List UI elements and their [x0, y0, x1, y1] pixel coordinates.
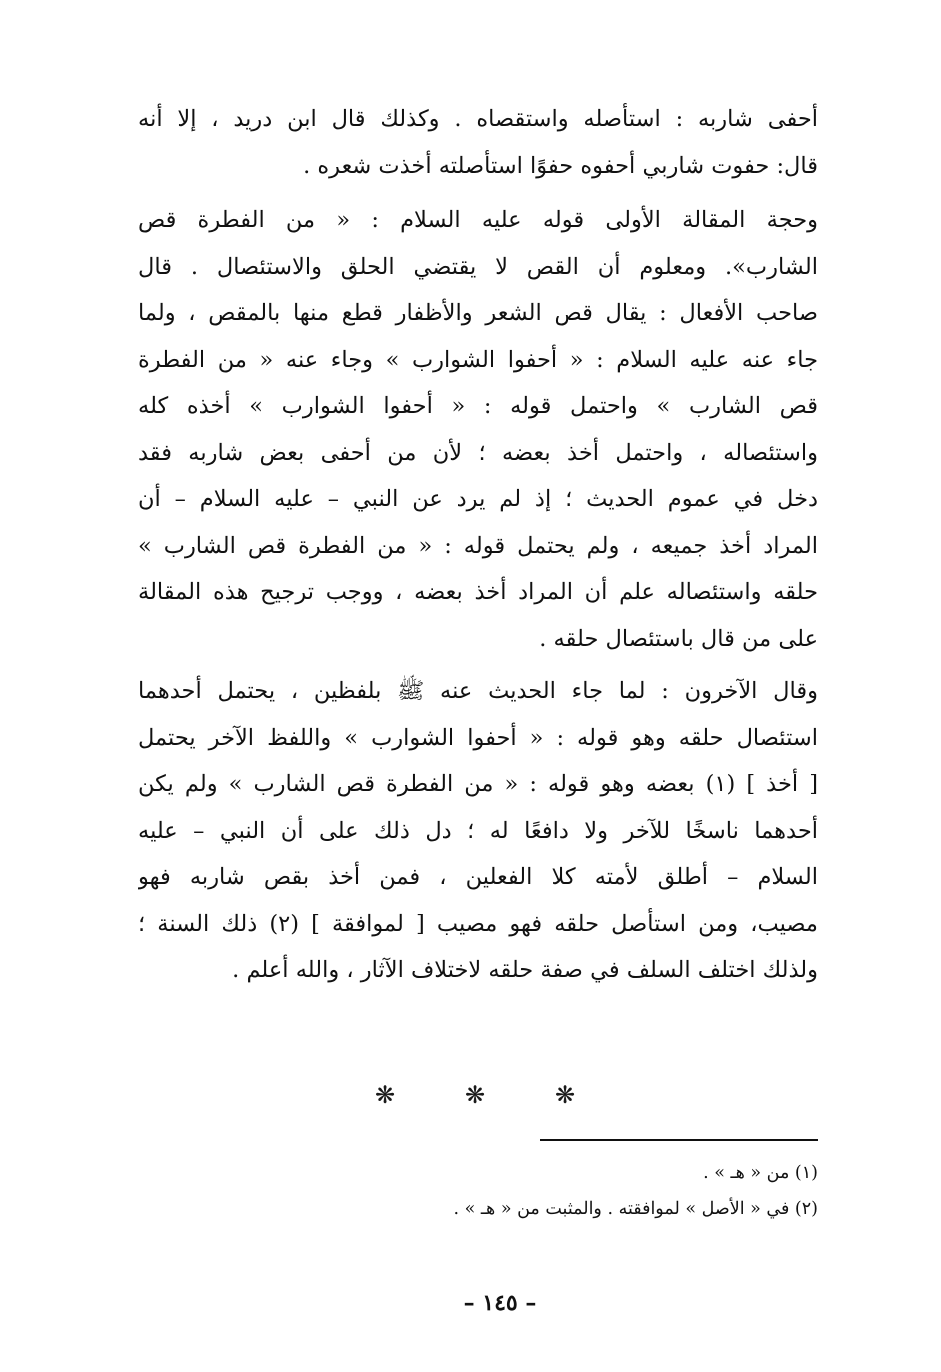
- text-line: المراد أخذ جميعه ، ولم يحتمل قوله : « من الفطرة قص الشارب »: [138, 532, 818, 559]
- footnotes: [380, 1155, 818, 1227]
- text-line: الشارب». ومعلوم أن القص لا يقتضي الحلق والاستئصال . قال: [138, 253, 818, 280]
- text-line: قال: حفوت شاربي أحفوه حفوًا استأصلته أخذت شعره .: [303, 152, 818, 179]
- text-line: أحدهما ناسخًا للآخر ولا دافعًا له ؛ دل ذلك على أن النبي – عليه: [138, 817, 818, 844]
- star-ornament-icon: ❋: [554, 1081, 576, 1109]
- text-line: أحفى شاربه : استأصله واستقصاه . وكذلك قال ابن دريد ، إلا أنه: [138, 106, 818, 132]
- text-line: [ أخذ ] (١) بعضه وهو قوله : « من الفطرة قص الشارب » ولم يكن: [138, 771, 818, 797]
- text-line: على من قال باستئصال حلقه .: [539, 625, 818, 652]
- paragraph-1: [138, 96, 818, 189]
- paragraph-3: [138, 668, 818, 994]
- footnote-2: (٢) في « الأصل » لموافقته . والمثبت من « هـ » .: [453, 1199, 818, 1219]
- text-line: واستئصاله ، واحتمل أخذ بعضه ؛ لأن من أحفى بعض شاربه فقد: [138, 439, 818, 466]
- star-ornament-icon: ❋: [464, 1081, 486, 1109]
- text-line: صاحب الأفعال : يقال قص الشعر والأظفار قطع منها بالمقص ، ولما: [138, 300, 818, 326]
- section-separator: [370, 1075, 580, 1115]
- text-line: وقال الآخرون : لما جاء الحديث عنه ﷺ بلفظين ، يحتمل أحدهما: [138, 678, 818, 704]
- paragraph-2: [138, 197, 818, 662]
- text-line: السلام – أطلق لأمته كلا الفعلين ، فمن أخذ بقص شاربه فهو: [138, 864, 818, 890]
- page-number: – ١٤٥ –: [463, 1290, 537, 1316]
- footnote-divider: [540, 1139, 818, 1141]
- text-line: مصيب، ومن استأصل حلقه فهو مصيب [ لموافقة ] (٢) ذلك السنة ؛: [138, 910, 818, 937]
- text-line: حلقه واستئصاله علم أن المراد أخذ بعضه ، ووجب ترجيح هذه المقالة: [138, 579, 818, 605]
- text-line: ولذلك اختلف السلف في صفة حلقه لاختلاف الآثار ، والله أعلم .: [232, 957, 818, 983]
- text-line: جاء عنه عليه السلام : « أحفوا الشوارب » وجاء عنه « من الفطرة: [138, 346, 818, 373]
- footnote-1: (١) من « هـ » .: [703, 1163, 818, 1183]
- text-line: دخل في عموم الحديث ؛ إذ لم يرد عن النبي – عليه السلام – أن: [138, 486, 818, 512]
- text-line: قص الشارب » واحتمل قوله : « أحفوا الشوارب » أخذه كله: [138, 393, 818, 419]
- text-line: استئصال حلقه وهو قوله : « أحفوا الشوارب » واللفظ الآخر يحتمل: [138, 724, 818, 751]
- text-line: وحجة المقالة الأولى قوله عليه السلام : « من الفطرة قص: [138, 207, 818, 233]
- star-ornament-icon: ❋: [374, 1081, 396, 1109]
